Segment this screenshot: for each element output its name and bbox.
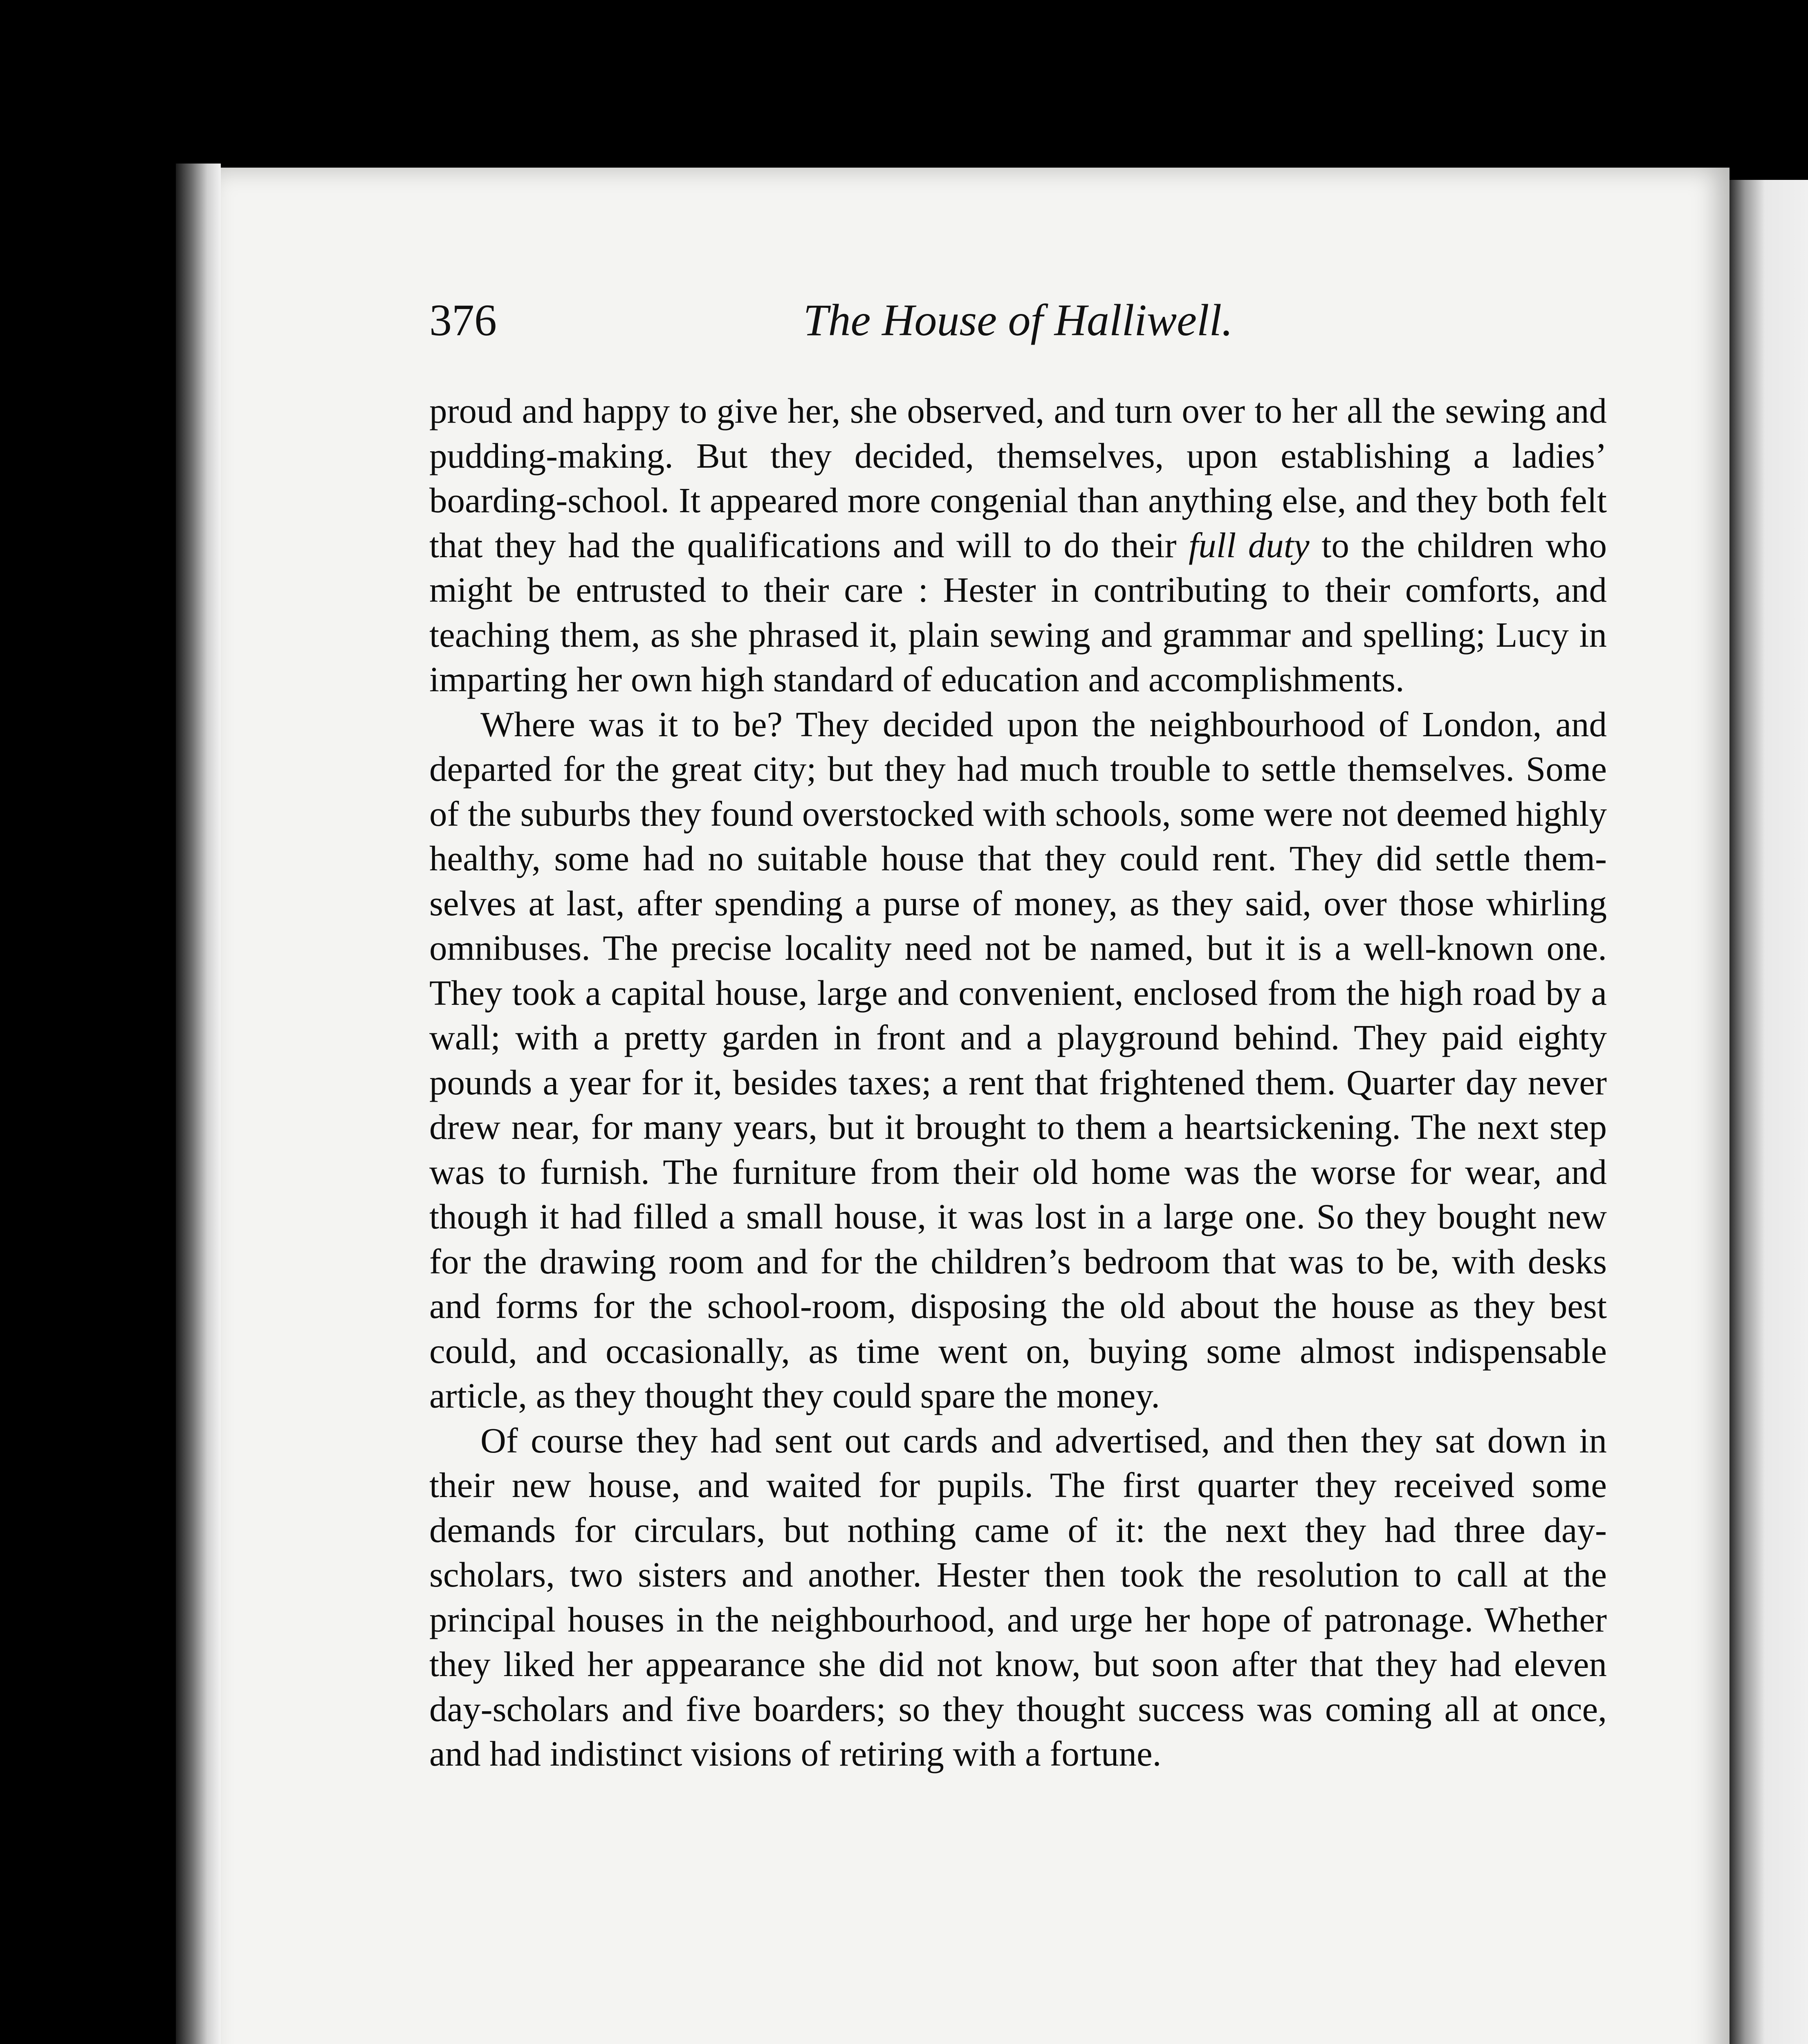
page-number: 376 xyxy=(429,295,497,345)
paragraph-1-end: to the children who might be entrusted to their care : Hester in contributing to their comforts, and teaching them, as she phrased it, plain sewing and grammar and spelling; Lucy in imparting her own high standard of education and accomplishments. xyxy=(429,525,1607,699)
page-content xyxy=(221,168,1729,2044)
binding-gutter xyxy=(176,164,221,2044)
running-head xyxy=(429,294,1476,356)
paragraph-1 xyxy=(429,388,1607,702)
body-text xyxy=(429,388,1607,1776)
emphasis-full-duty: full duty xyxy=(1189,525,1310,565)
paragraph-3: Of course they had sent out cards and advertised, and then they sat down in their new house, and waited for pupils. The first quarter they received some demands for circulars, but nothing came of it: the next they had three day-scholars, two sisters and another. Hester then took the resolution to call at the principal houses in the neighbourhood, and urge her hope of patronage. Whether they liked her appearance she did not know, but soon after that they had eleven day-scholars and five boarders; so they thought success was coming all at once, and had indistinct visions of retiring with a fortune. xyxy=(429,1420,1607,1773)
paragraph-2: Where was it to be? They decided upon the neighbourhood of London, and departed for the great city; but they had much trouble to settle themselves. Some of the suburbs they found overstocked with schools, some were not deemed highly healthy, some had no suitable house that they could rent. They did settle themselves at last, after spending a purse of money, as they said, over those whirling omnibuses. The precise locality need not be named, but it is a well-known one. They took a capital house, large and convenient, enclosed from the high road by a wall; with a pretty garden in front and a playground behind. They paid eighty pounds a year for it, besides taxes; a rent that frightened them. Quarter day never drew near, for many years, but it brought to them a heartsickening. The next step was to furnish. The furniture from their old home was the worse for wear, and though it had filled a small house, it was lost in a large one. So they bought new for the drawing room and for the children’s bedroom that was to be, with desks and forms for the school-room, disposing the old about the house as they best could, and occasionally, as time went on, buying some almost indispensable article, as they thought they could spare the money. xyxy=(429,704,1607,1415)
paragraph-1-start: proud and happy to give her, she observed, and turn over to her all the sewing and pudding-making. But they decided, themselves, upon establishing a ladies’ boarding-school. It appeared more congenial than anything else, and they both felt that they had the qualifications and will to do their xyxy=(429,391,1607,565)
next-page-edge xyxy=(1729,180,1808,2044)
running-title: The House of Halliwell. xyxy=(803,295,1233,345)
